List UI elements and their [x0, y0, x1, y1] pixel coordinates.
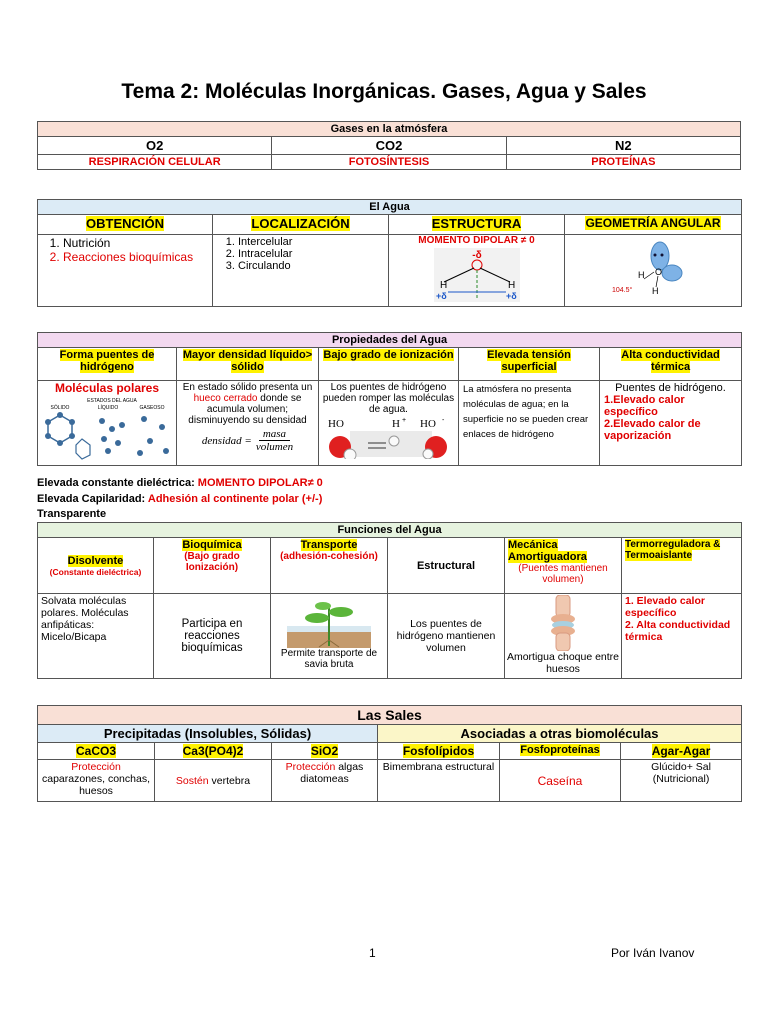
func-sub: (Bajo grado Ionización): [184, 551, 240, 573]
localizacion-item: 1. Intercelular: [238, 236, 385, 248]
geo-h-label: H: [638, 270, 645, 280]
formula-den: volumen: [255, 441, 294, 453]
func-body: Amortigua choque entre huesos: [506, 651, 620, 675]
formula-lhs: densidad =: [201, 434, 252, 447]
water-states-image: [42, 395, 172, 461]
states-label: SÓLIDO: [50, 405, 70, 411]
ionizacion-text: Los puentes de hidrógeno pueden romper las moléculas de agua.: [322, 382, 455, 415]
gas-desc: RESPIRACIÓN CELULAR: [38, 155, 272, 170]
conductividad-item: 2.Elevado calor de vaporización: [604, 418, 701, 442]
extra-value: Adhesión al continente polar (+/-): [147, 493, 323, 505]
dipole-pos-right: +δ: [505, 291, 517, 301]
func-sub: (Constante dieléctrica): [49, 566, 142, 577]
gases-table: [37, 121, 741, 170]
geometria-title: GEOMETRÍA ANGULAR: [585, 216, 721, 230]
ion-label: H: [391, 418, 400, 430]
dipole-pos-left: +δ: [435, 291, 447, 301]
page-title: Tema 2: Moléculas Inorgánicas. Gases, Agua y Sales: [121, 80, 647, 103]
sal-name: Ca3(PO4)2: [182, 744, 244, 758]
sales-group-1: Precipitadas (Insolubles, Sólidas): [38, 725, 378, 743]
sales-header: Las Sales: [38, 706, 742, 725]
tension-text: La atmósfera no presenta moléculas de agua; en la superficie no se pueden crear enlaces de hidrógeno: [459, 381, 600, 466]
sal-value-red: Protección: [71, 761, 121, 773]
func-body: Solvata moléculas polares. Moléculas anfipáticas: Micelo/Bicapa: [38, 594, 154, 679]
gases-header: Gases en la atmósfera: [38, 122, 741, 137]
func-head: Transporte: [300, 539, 358, 551]
sal-value: Glúcido+ Sal (Nutricional): [621, 760, 742, 802]
gas-name: N2: [506, 137, 740, 155]
prop-head: Alta conductividad térmica: [621, 349, 720, 373]
sal-name: CaCO3: [75, 744, 116, 758]
localizacion-item: 3. Circulando: [238, 260, 385, 272]
extra-line-1: [37, 477, 323, 489]
agua-table: [37, 199, 742, 307]
dipole-h-left: H: [439, 280, 447, 291]
localizacion-title: LOCALIZACIÓN: [251, 216, 350, 231]
dipole-h-right: H: [507, 280, 515, 291]
dipole-diagram: [434, 248, 520, 302]
momento-dipolar-note: MOMENTO DIPOLAR ≠ 0: [418, 235, 535, 246]
agua-header: El Agua: [38, 200, 742, 215]
page-number: 1: [369, 946, 376, 960]
func-sub: (Puentes mantienen volumen): [518, 563, 608, 585]
geo-o-label: O: [655, 267, 663, 277]
propiedades-table: [37, 332, 742, 466]
extra-label: Elevada Capilaridad:: [37, 493, 146, 505]
sal-value: caparazones, conchas, huesos: [42, 773, 150, 797]
sal-value: vertebra: [211, 774, 251, 787]
prop-head: Elevada tensión superficial: [487, 349, 571, 373]
sal-name: Fosfoproteínas: [520, 744, 600, 756]
obtencion-title: OBTENCIÓN: [86, 216, 164, 231]
extra-value: MOMENTO DIPOLAR≠ 0: [197, 477, 323, 489]
sal-value: Caseína: [500, 760, 621, 802]
conductividad-text: Puentes de hidrógeno.: [615, 382, 726, 394]
obtencion-item: 2. Reacciones bioquímicas: [63, 250, 209, 264]
prop-head: Forma puentes de hidrógeno: [59, 349, 155, 373]
prop-head: Mayor densidad líquido> sólido: [182, 349, 313, 373]
plant-image: [287, 596, 371, 648]
estructura-title: ESTRUCTURA: [431, 216, 522, 231]
prop-head: Bajo grado de ionización: [323, 349, 454, 361]
func-head: Termorreguladora & Termoaislante: [625, 539, 721, 561]
sal-name: SiO2: [310, 744, 339, 758]
ion-label: -: [441, 417, 444, 424]
ion-label: HO: [419, 418, 436, 430]
sal-value-red: Protección: [285, 761, 336, 773]
extra-line-2: [37, 493, 322, 505]
func-body: Permite transporte de savia bruta: [280, 648, 378, 670]
states-label: LÍQUIDO: [97, 405, 119, 411]
density-text-red: hueco cerrado: [193, 393, 258, 404]
sal-value-red: Sostén: [175, 774, 209, 787]
extra-line-3: Transparente: [37, 508, 107, 520]
ion-label: HO: [327, 418, 344, 430]
sal-value: Bimembrana estructural: [378, 760, 500, 802]
ionization-image: [324, 417, 454, 459]
func-head: Mecánica Amortiguadora: [508, 539, 587, 563]
gas-name: O2: [38, 137, 272, 155]
sal-name: Agar-Agar: [651, 744, 711, 758]
states-label: ESTADOS DEL AGUA: [87, 398, 137, 404]
funciones-table: [37, 522, 742, 679]
extra-label: Elevada constante dieléctrica:: [37, 477, 195, 489]
geo-angle-label: 104.5°: [612, 287, 633, 294]
geo-h-label: H: [652, 286, 659, 296]
dipole-neg-label: -δ: [471, 250, 482, 261]
ion-label: +: [401, 417, 406, 424]
conductividad-item: 1.Elevado calor específico: [604, 394, 685, 418]
sal-value: algas diatomeas: [300, 761, 364, 785]
density-text-post: donde se acumula volumen; disminuyendo su densidad: [188, 393, 307, 426]
func-body-item: 2. Alta conductividad térmica: [625, 619, 731, 643]
density-formula: [179, 428, 316, 453]
gas-desc: FOTOSÍNTESIS: [272, 155, 506, 170]
func-body: Participa en reacciones bioquímicas: [154, 594, 271, 679]
sales-group-2: Asociadas a otras biomoléculas: [378, 725, 742, 743]
gas-desc: PROTEÍNAS: [506, 155, 740, 170]
sal-name: Fosfolípidos: [402, 744, 475, 758]
func-head: Bioquímica: [182, 539, 242, 551]
angular-geometry-image: [608, 239, 698, 301]
func-head: Disolvente: [67, 554, 124, 567]
moleculas-polares-title: Moléculas polares: [54, 381, 160, 395]
obtencion-item: 1. Nutrición: [63, 236, 209, 250]
density-text-pre: En estado sólido presenta un: [182, 382, 313, 393]
localizacion-item: 2. Intracelular: [238, 248, 385, 260]
formula-num: masa: [259, 428, 290, 441]
func-sub: (adhesión-cohesión): [280, 551, 378, 562]
joint-image: [538, 595, 588, 651]
author: Por Iván Ivanov: [611, 946, 695, 960]
propiedades-header: Propiedades del Agua: [38, 333, 742, 348]
func-body-item: 1. Elevado calor específico: [625, 595, 705, 619]
gas-name: CO2: [272, 137, 506, 155]
states-label: GASEOSO: [139, 405, 165, 411]
funciones-header: Funciones del Agua: [38, 523, 742, 538]
sales-table: [37, 705, 742, 802]
func-body: Los puentes de hidrógeno mantienen volumen: [388, 594, 505, 679]
func-head: Estructural: [388, 538, 505, 594]
